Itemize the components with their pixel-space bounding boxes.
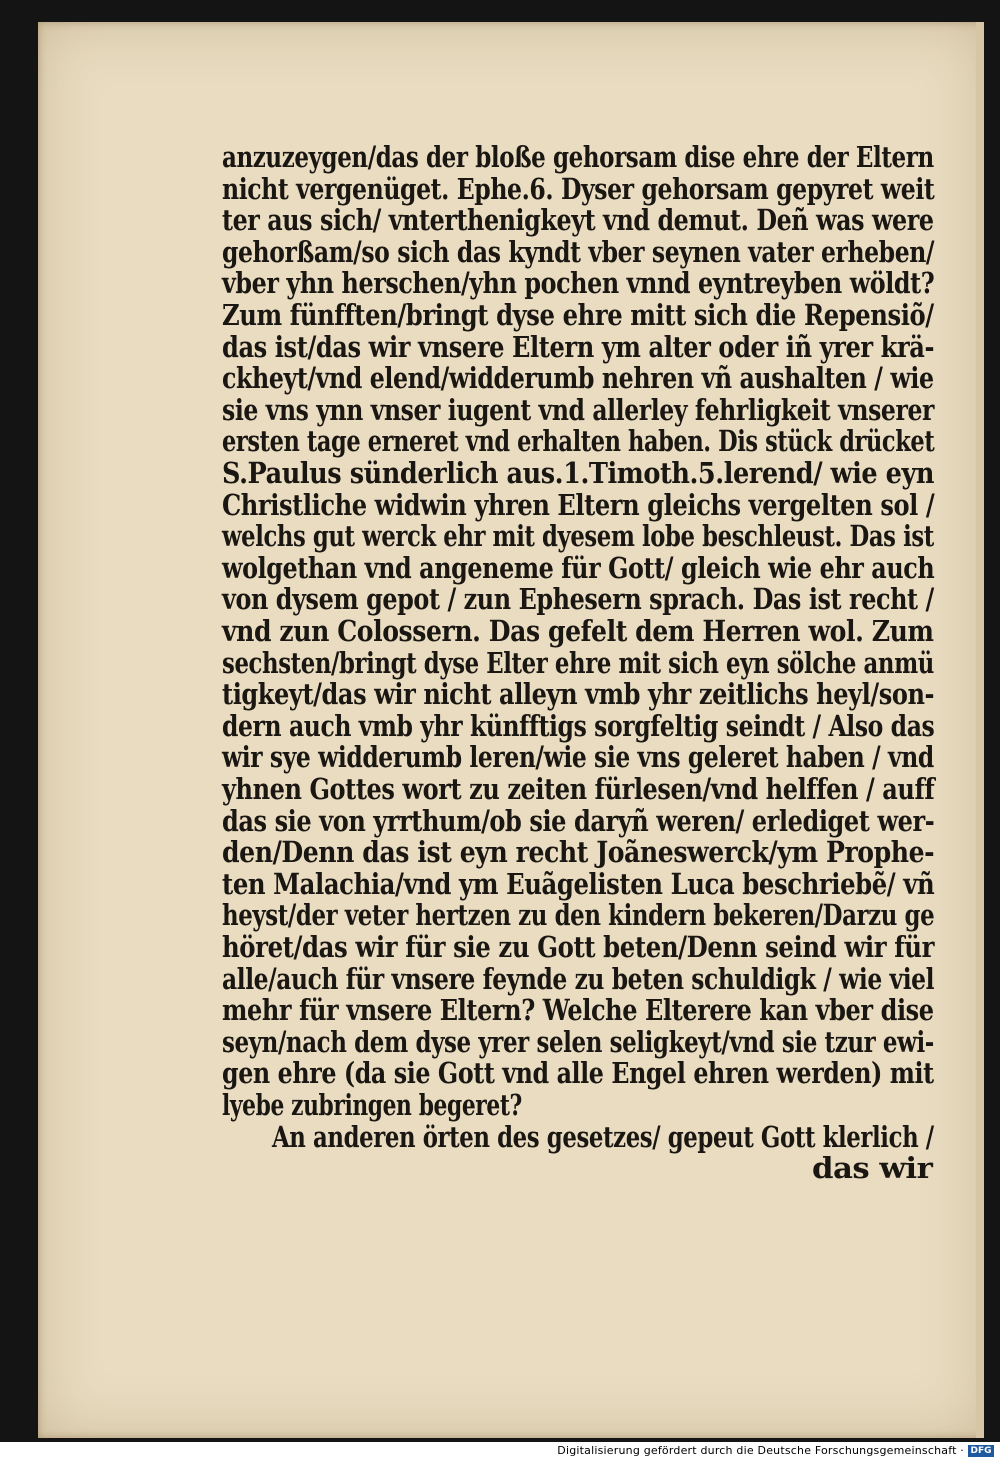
text-line: sie vns ynn vnser iugent vnd allerley fehrligkeit vnserer: [222, 392, 935, 427]
text-line: S.Paulus sünderlich aus.1.Timoth.5.lerend/ wie eyn: [222, 456, 935, 490]
text-line: tigkeyt/das wir nicht alleyn vmb yhr zeitlichs heyl/son-: [222, 677, 935, 712]
page-edge: [976, 22, 984, 1438]
text-line: wir sye widderumb leren/wie sie vns geleret haben / vnd: [222, 740, 934, 775]
text-line: ten Malachia/vnd ym Euãgelisten Luca beschriebẽ/ vñ: [222, 866, 935, 901]
text-line: gen ehre (da sie Gott vnd alle Engel ehren werden) mit: [222, 1056, 934, 1091]
text-line: Christliche widwin yhren Eltern gleichs vergelten sol /: [222, 487, 935, 522]
text-line: mehr für vnsere Eltern? Welche Elterere kan vber dise: [222, 993, 934, 1028]
text-line: seyn/nach dem dyse yrer selen seligkeyt/vnd sie tzur ewi-: [222, 1024, 934, 1059]
text-line: ter aus sich/ vnterthenigkeyt vnd demut. Deñ was were: [222, 203, 934, 238]
paragraph-start-line: An anderen örten des gesetzes/ gepeut Gott klerlich /: [272, 1119, 934, 1154]
text-line: das ist/das wir vnsere Eltern ym alter oder iñ yrer krä-: [222, 329, 935, 364]
text-line: von dysem gepot / zun Ephesern sprach. Das ist recht /: [222, 582, 934, 617]
text-line: sechsten/bringt dyse Elter ehre mit sich eyn sölche anmü: [222, 645, 934, 680]
text-line: welchs gut werck ehr mit dyesem lobe beschleust. Das ist: [222, 519, 934, 554]
catchword-line: das wir: [812, 1151, 933, 1186]
text-line: vnd zun Colossern. Das gefelt dem Herren wol. Zum: [222, 614, 934, 648]
text-line: den/Denn das ist eyn recht Joãneswerck/ym Prophe-: [222, 835, 935, 870]
digitization-credit: Digitalisierung gefördert durch die Deutsche Forschungsgemeinschaft ·: [557, 1444, 964, 1457]
text-line: nicht vergenüget. Ephe.6. Dyser gehorsam gepyret weit: [222, 171, 935, 206]
text-line: yhnen Gottes wort zu zeiten fürlesen/vnd helffen / auff: [222, 772, 935, 806]
text-line: das sie von yrrthum/ob sie daryñ weren/ erlediget wer-: [222, 803, 935, 838]
text-line: höret/das wir für sie zu Gott beten/Denn seind wir für: [222, 930, 935, 964]
text-line: gehorßam/so sich das kyndt vber seynen vater erheben/: [222, 234, 935, 269]
text-line: anzuzeygen/das der bloße gehorsam dise ehre der Eltern: [222, 140, 934, 174]
text-line: wolgethan vnd angeneme für Gott/ gleich wie ehr auch: [222, 550, 935, 585]
text-line: ckheyt/vnd elend/widderumb nehren vñ aushalten / wie: [222, 361, 934, 396]
footer-bar: [0, 1442, 1000, 1461]
dfg-logo: DFG: [968, 1445, 994, 1457]
text-line: dern auch vmb yhr künfftigs sorgfeltig seindt / Also das: [222, 708, 935, 743]
text-line: vber yhn herschen/yhn pochen vnnd eyntreyben wöldt?: [222, 266, 935, 301]
text-line: ersten tage erneret vnd erhalten haben. Dis stück drücket: [222, 424, 935, 459]
text-line: heyst/der veter hertzen zu den kindern bekeren/Darzu ge: [222, 898, 935, 933]
text-line: Zum fünfften/bringt dyse ehre mitt sich die Repensiõ/: [222, 298, 934, 332]
text-line: lyebe zubringen begeret?: [222, 1088, 522, 1122]
text-line: alle/auch für vnsere feynde zu beten schuldigk / wie viel: [222, 961, 935, 996]
